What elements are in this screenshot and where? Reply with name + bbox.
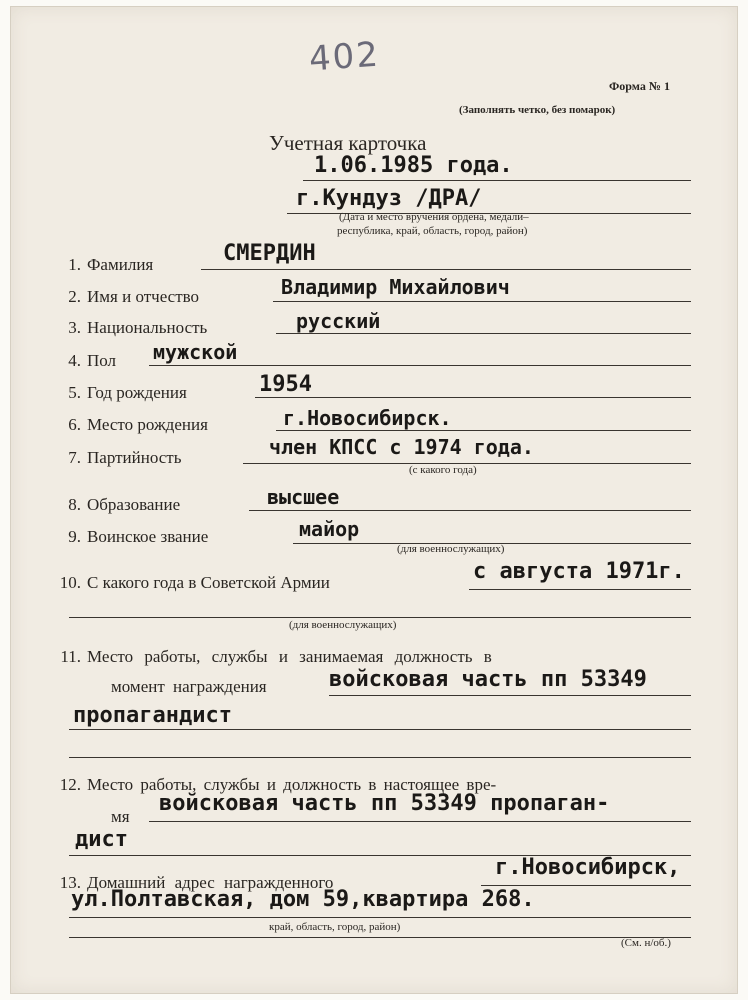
- form-number: Форма № 1: [609, 79, 670, 93]
- field-12-line-1: [149, 821, 691, 822]
- field-2-label: [59, 287, 199, 307]
- field-6-number: 6.: [68, 415, 81, 434]
- field-6-line: [276, 430, 691, 431]
- field-13-line-2: [69, 917, 691, 918]
- field-2-number: 2.: [68, 287, 81, 306]
- field-7-value[interactable]: член КПСС с 1974 года.: [269, 435, 534, 459]
- field-5-value[interactable]: 1954: [259, 372, 312, 397]
- field-8-text: Образование: [87, 495, 181, 514]
- field-5-number: 5.: [68, 383, 81, 402]
- field-7-number: 7.: [68, 448, 81, 467]
- card-title: Учетная карточка: [269, 131, 427, 155]
- record-card: [10, 6, 738, 994]
- field-7-label: [59, 448, 181, 468]
- field-9-label: [59, 527, 208, 547]
- field-12-value-2[interactable]: дист: [75, 827, 128, 852]
- field-7-hint: (с какого года): [409, 464, 477, 476]
- field-4-label: [59, 351, 116, 371]
- field-13-hint: край, область, город, район): [269, 921, 401, 933]
- handwritten-number: 402: [307, 34, 382, 80]
- field-4-line: [149, 365, 691, 366]
- field-11-line-3: [69, 757, 691, 758]
- field-5-label: [59, 383, 187, 403]
- field-9-value[interactable]: майор: [299, 517, 360, 541]
- field-10-line-2: [69, 617, 691, 618]
- field-3-value[interactable]: русский: [296, 309, 381, 333]
- field-1-value[interactable]: СМЕРДИН: [223, 241, 316, 266]
- field-10-text: С какого года в Советской Армии: [87, 573, 330, 592]
- footer-note: (См. н/об.): [621, 937, 671, 949]
- fill-instruction: (Заполнять четко, без помарок): [459, 104, 616, 116]
- field-10-line-1: [469, 589, 691, 590]
- field-11-number: 11.: [60, 647, 81, 666]
- field-8-value[interactable]: высшее: [267, 485, 340, 509]
- field-9-text: Воинское звание: [87, 527, 209, 546]
- field-1-text: Фамилия: [87, 255, 154, 274]
- field-13-value-2[interactable]: ул.Полтавская, дом 59,квартира 268.: [71, 887, 535, 912]
- field-4-value[interactable]: мужской: [153, 340, 238, 364]
- field-7-text: Партийность: [87, 448, 182, 467]
- field-3-label: [59, 318, 207, 338]
- field-13-value-1[interactable]: г.Новосибирск,: [495, 855, 681, 880]
- field-11-text-1: Место работы, службы и занимаемая должность в: [87, 647, 492, 666]
- field-11-value-2[interactable]: пропагандист: [73, 703, 232, 728]
- field-10-label: [59, 573, 330, 593]
- field-4-text: Пол: [87, 351, 117, 370]
- field-13-text: Домашний адрес награжденного: [87, 873, 334, 892]
- field-3-number: 3.: [68, 318, 81, 337]
- field-2-text: Имя и отчество: [87, 287, 200, 306]
- field-4-number: 4.: [68, 351, 81, 370]
- field-10-value[interactable]: с августа 1971г.: [473, 559, 685, 584]
- field-12-number: 12.: [59, 775, 81, 794]
- field-1-label: [59, 255, 153, 275]
- field-12-text-1: Место работы, службы и должность в настоящее вре-: [87, 775, 497, 794]
- field-3-line: [276, 333, 691, 334]
- award-place[interactable]: г.Кундуз /ДРА/: [296, 186, 482, 211]
- field-12-value-1[interactable]: войсковая часть пп 53349 пропаган-: [159, 791, 610, 816]
- award-caption-1: (Дата и место вручения ордена, медали–: [339, 211, 529, 223]
- field-6-label: [59, 415, 208, 435]
- field-2-value[interactable]: Владимир Михайлович: [281, 275, 510, 299]
- field-9-hint: (для военнослужащих): [397, 543, 505, 555]
- field-6-value[interactable]: г.Новосибирск.: [283, 406, 452, 430]
- field-5-text: Год рождения: [87, 383, 187, 402]
- field-13-line-1: [481, 885, 691, 886]
- award-date-line: [303, 180, 691, 181]
- field-2-line: [273, 301, 691, 302]
- award-caption-2: республика, край, область, город, район): [337, 225, 528, 237]
- field-11-label-2: момент награждения: [111, 677, 267, 696]
- field-9-number: 9.: [68, 527, 81, 546]
- field-11-value-1[interactable]: войсковая часть пп 53349: [329, 667, 647, 692]
- field-8-label: [59, 495, 180, 515]
- field-10-hint: (для военнослужащих): [289, 619, 397, 631]
- field-11-label-1: [59, 647, 492, 667]
- field-12-label-2: мя: [111, 807, 130, 826]
- field-13-line-3: [69, 937, 691, 938]
- field-10-number: 10.: [59, 573, 81, 592]
- field-6-text: Место рождения: [87, 415, 208, 434]
- award-date[interactable]: 1.06.1985 года.: [314, 153, 513, 178]
- field-8-line: [249, 510, 691, 511]
- field-11-line-1: [329, 695, 691, 696]
- field-1-number: 1.: [68, 255, 81, 274]
- field-11-line-2: [69, 729, 691, 730]
- field-3-text: Национальность: [87, 318, 208, 337]
- field-8-number: 8.: [68, 495, 81, 514]
- field-13-number: 13.: [59, 873, 81, 892]
- field-1-line: [201, 269, 691, 270]
- field-5-line: [255, 397, 691, 398]
